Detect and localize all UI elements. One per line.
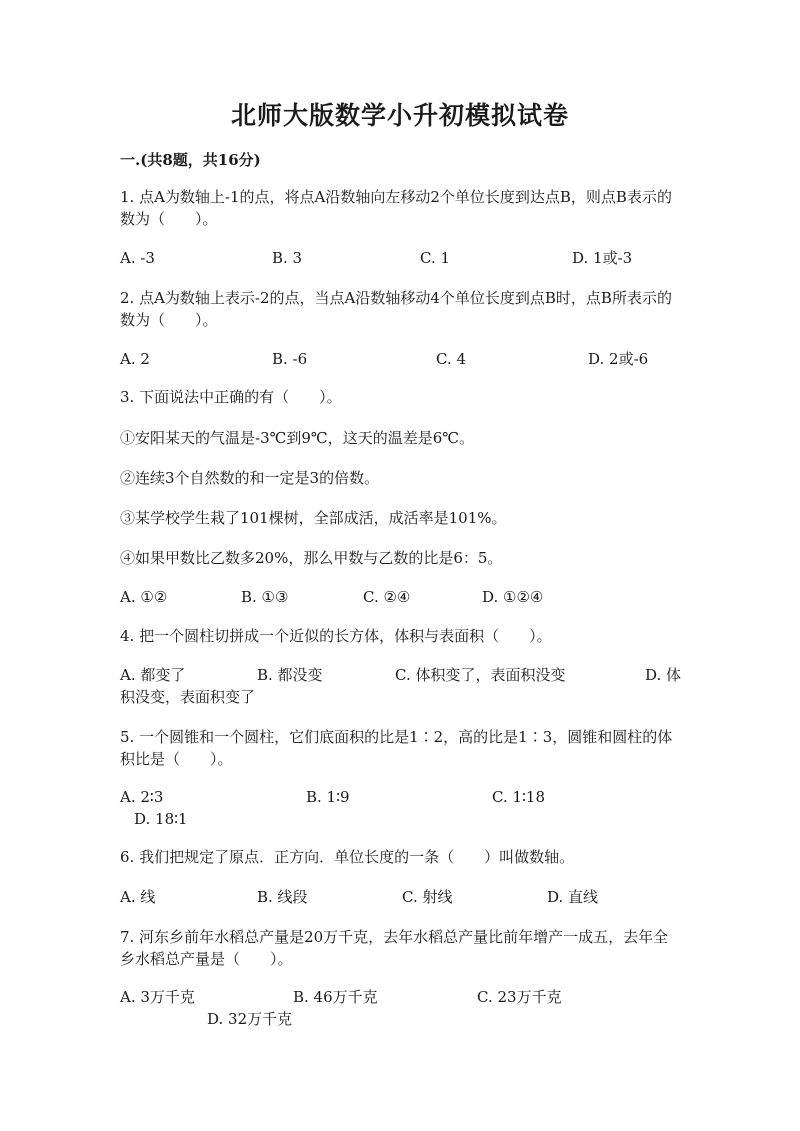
question-1-option-c[interactable]: C. 1 bbox=[420, 249, 451, 267]
question-3-option-b[interactable]: B. ①③ bbox=[241, 588, 289, 606]
question-5-option-a[interactable]: A. 2∶3 bbox=[120, 788, 164, 806]
question-7-option-d[interactable]: D. 32万千克 bbox=[207, 1010, 293, 1028]
question-2-option-b[interactable]: B. -6 bbox=[272, 350, 308, 368]
question-5-option-d[interactable]: D. 18∶1 bbox=[134, 810, 188, 828]
question-6-option-c[interactable]: C. 射线 bbox=[402, 888, 453, 906]
question-4-option-c[interactable]: C. 体积变了，表面积没变 bbox=[395, 666, 566, 684]
question-5-option-b[interactable]: B. 1∶9 bbox=[306, 788, 350, 806]
question-7-option-a[interactable]: A. 3万千克 bbox=[120, 988, 195, 1006]
question-1-option-a[interactable]: A. -3 bbox=[120, 249, 155, 267]
question-2-option-c[interactable]: C. 4 bbox=[436, 350, 467, 368]
question-7-option-b[interactable]: B. 46万千克 bbox=[293, 988, 378, 1006]
question-3-statement-2: ②连续3个自然数的和一定是3的倍数。 bbox=[120, 469, 380, 487]
section-heading: 一.(共8题，共16分) bbox=[120, 151, 261, 169]
question-2-option-d[interactable]: D. 2或-6 bbox=[588, 350, 649, 368]
question-3-option-c[interactable]: C. ②④ bbox=[363, 588, 411, 606]
question-3-stem: 3. 下面说法中正确的有（ ）。 bbox=[120, 388, 342, 406]
question-2-option-a[interactable]: A. 2 bbox=[120, 350, 150, 368]
question-1-option-d[interactable]: D. 1或-3 bbox=[572, 249, 633, 267]
question-4-option-a[interactable]: A. 都变了 bbox=[120, 666, 186, 684]
question-3-statement-4: ④如果甲数比乙数多20%，那么甲数与乙数的比是6：5。 bbox=[120, 549, 503, 567]
question-6-option-d[interactable]: D. 直线 bbox=[547, 888, 599, 906]
question-3-statement-1: ①安阳某天的气温是-3℃到9℃，这天的温差是6℃。 bbox=[120, 429, 475, 447]
question-1-stem: 1. 点A为数轴上-1的点，将点A沿数轴向左移动2个单位长度到达点B，则点B表示的数为（ ）。 bbox=[120, 188, 672, 228]
question-3-option-a[interactable]: A. ①② bbox=[120, 588, 168, 606]
question-7-option-c[interactable]: C. 23万千克 bbox=[477, 988, 562, 1006]
question-4-option-d-continued[interactable]: 积没变，表面积变了 bbox=[120, 688, 256, 706]
question-2-stem: 2. 点A为数轴上表示-2的点，当点A沿数轴移动4个单位长度到点B时，点B所表示的数为（ ）。 bbox=[120, 289, 672, 329]
question-1-option-b[interactable]: B. 3 bbox=[272, 249, 303, 267]
question-6-option-a[interactable]: A. 线 bbox=[120, 888, 156, 906]
question-6-stem: 6. 我们把规定了原点．正方向．单位长度的一条（ ）叫做数轴。 bbox=[120, 848, 575, 866]
question-4-option-d[interactable]: D. 体 bbox=[645, 666, 682, 684]
question-4-option-b[interactable]: B. 都没变 bbox=[257, 666, 323, 684]
question-6-option-b[interactable]: B. 线段 bbox=[257, 888, 308, 906]
question-5-stem: 5. 一个圆锥和一个圆柱，它们底面积的比是1∶2，高的比是1∶3，圆锥和圆柱的体积比是（ ）。 bbox=[120, 728, 673, 768]
question-3-statement-3: ③某学校学生栽了101棵树，全部成活，成活率是101%。 bbox=[120, 509, 507, 527]
page-title: 北师大版数学小升初模拟试卷 bbox=[230, 101, 569, 130]
question-5-option-c[interactable]: C. 1∶18 bbox=[492, 788, 546, 806]
question-7-stem: 7. 河东乡前年水稻总产量是20万千克，去年水稻总产量比前年增产一成五，去年全乡水稻总产量是（ ）。 bbox=[120, 928, 669, 968]
question-3-option-d[interactable]: D. ①②④ bbox=[482, 588, 544, 606]
question-4-stem: 4. 把一个圆柱切拼成一个近似的长方体，体积与表面积（ ）。 bbox=[120, 627, 552, 645]
